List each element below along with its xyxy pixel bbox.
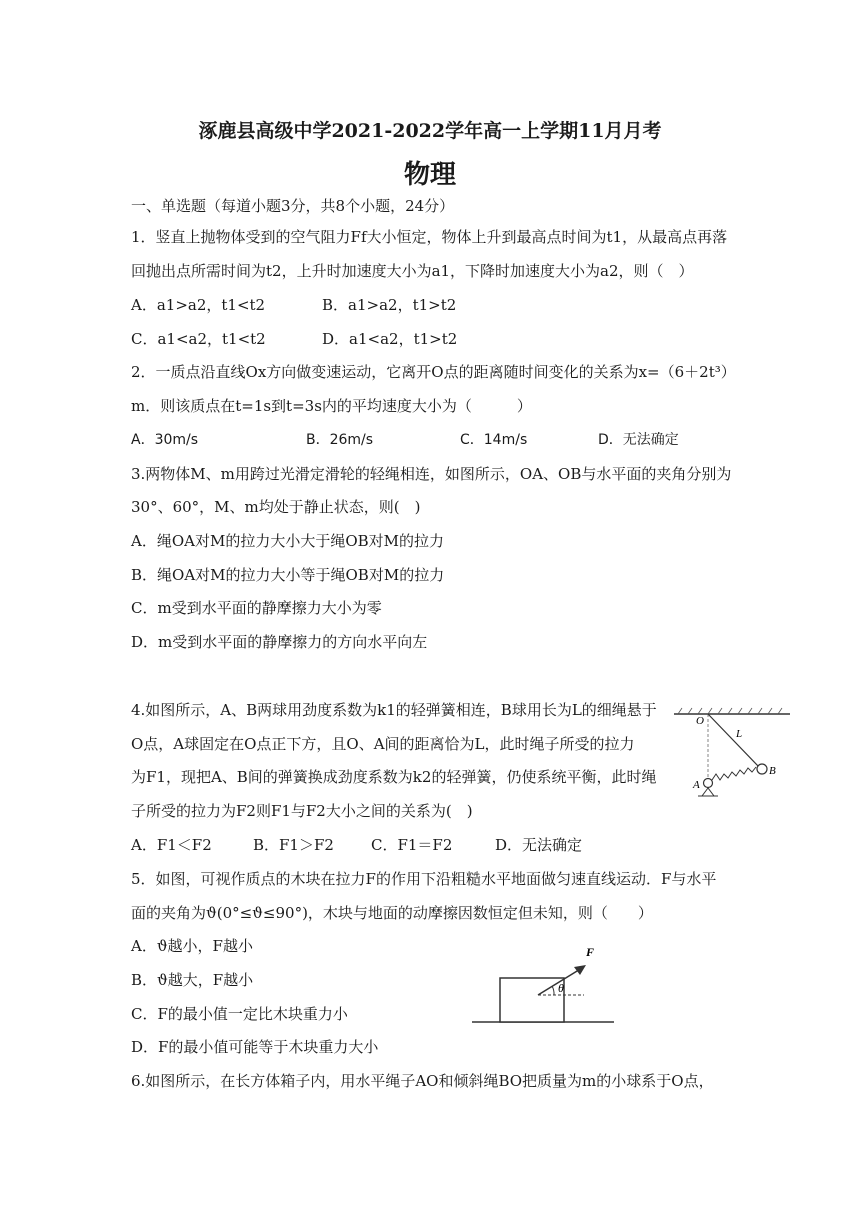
q2-option-b: B．26m/s (306, 432, 374, 448)
label-f: F (586, 945, 595, 959)
q5-stem-line1: 5．如图，可视作质点的木块在拉力F的作用下沿粗糙水平地面做匀速直线运动．F与水平 (131, 870, 717, 888)
section-heading: 一、单选题（每道小题3分，共8个小题，24分） (131, 197, 455, 215)
q3-stem-line1: 3.两物体M、m用跨过光滑定滑轮的轻绳相连，如图所示，OA、OB与水平面的夹角分别为 (131, 465, 732, 483)
label-a: A (693, 779, 700, 791)
q5-option-b: B．ϑ越大，F越小 (131, 971, 254, 989)
q5-option-a: A．ϑ越小，F越小 (131, 937, 253, 955)
q3-option-b: B．绳OA对M的拉力大小等于绳OB对M的拉力 (131, 566, 445, 584)
q3-stem-line2: 30°、60°，M、m均处于静止状态，则( ) (131, 498, 421, 516)
q2-option-d: D．无法确定 (598, 432, 679, 448)
q5-block-force-figure (468, 940, 618, 1030)
q6-stem-line1: 6.如图所示，在长方体箱子内，用水平绳子AO和倾斜绳BO把质量为m的小球系于O点， (131, 1072, 714, 1090)
q4-stem-line4: 子所受的拉力为F2则F1与F2大小之间的关系为( ) (131, 802, 473, 820)
q2-stem-line2: m．则该质点在t=1s到t=3s内的平均速度大小为（ ） (131, 397, 532, 415)
q4-option-c: C．F1＝F2 (371, 836, 453, 854)
q1-stem-line1: 1．竖直上抛物体受到的空气阻力Ff大小恒定，物体上升到最高点时间为t1，从最高点再落 (131, 228, 728, 246)
q3-option-d: D．m受到水平面的静摩擦力的方向水平向左 (131, 633, 428, 651)
label-l: L (736, 728, 743, 740)
q1-option-d: D．a1<a2，t1>t2 (322, 330, 458, 348)
q1-option-a: A．a1>a2，t1<t2 (131, 296, 266, 314)
q4-stem-line2: O点，A球固定在O点正下方，且O、A间的距离恰为L，此时绳子所受的拉力 (131, 735, 635, 753)
q2-option-a: A．30m/s (131, 432, 199, 448)
subject-title: 物理 (403, 160, 456, 190)
q4-spring-pendulum-figure (668, 704, 798, 812)
q5-option-c: C．F的最小值一定比木块重力小 (131, 1005, 348, 1023)
q1-stem-line2: 回抛出点所需时间为t2，上升时加速度大小为a1，下降时加速度大小为a2，则（ ） (131, 262, 694, 280)
label-theta: θ (558, 981, 564, 995)
q1-option-b: B．a1>a2，t1>t2 (322, 296, 457, 314)
q4-option-d: D．无法确定 (495, 836, 583, 854)
label-b: B (769, 765, 776, 777)
label-o: O (696, 715, 704, 727)
q4-option-b: B．F1＞F2 (253, 836, 334, 854)
q5-option-d: D．F的最小值可能等于木块重力大小 (131, 1038, 379, 1056)
exam-title: 涿鹿县高级中学2021-2022学年高一上学期11月月考 (198, 120, 662, 142)
q4-stem-line1: 4.如图所示，A、B两球用劲度系数为k1的轻弹簧相连，B球用长为L的细绳悬于 (131, 701, 657, 719)
q5-stem-line2: 面的夹角为ϑ(0°≤ϑ≤90°)，木块与地面的动摩擦因数恒定但未知，则（ ） (131, 904, 653, 922)
q1-option-c: C．a1<a2，t1<t2 (131, 330, 266, 348)
q4-stem-line3: 为F1，现把A、B间的弹簧换成劲度系数为k2的轻弹簧，仍使系统平衡，此时绳 (131, 768, 657, 786)
q2-option-c: C．14m/s (460, 432, 528, 448)
q3-option-c: C．m受到水平面的静摩擦力大小为零 (131, 599, 382, 617)
q4-option-a: A．F1＜F2 (131, 836, 212, 854)
q2-stem-line1: 2．一质点沿直线Ox方向做变速运动，它离开O点的距离随时间变化的关系为x=（6＋2t³） (131, 363, 736, 381)
q3-option-a: A．绳OA对M的拉力大小大于绳OB对M的拉力 (131, 532, 445, 550)
